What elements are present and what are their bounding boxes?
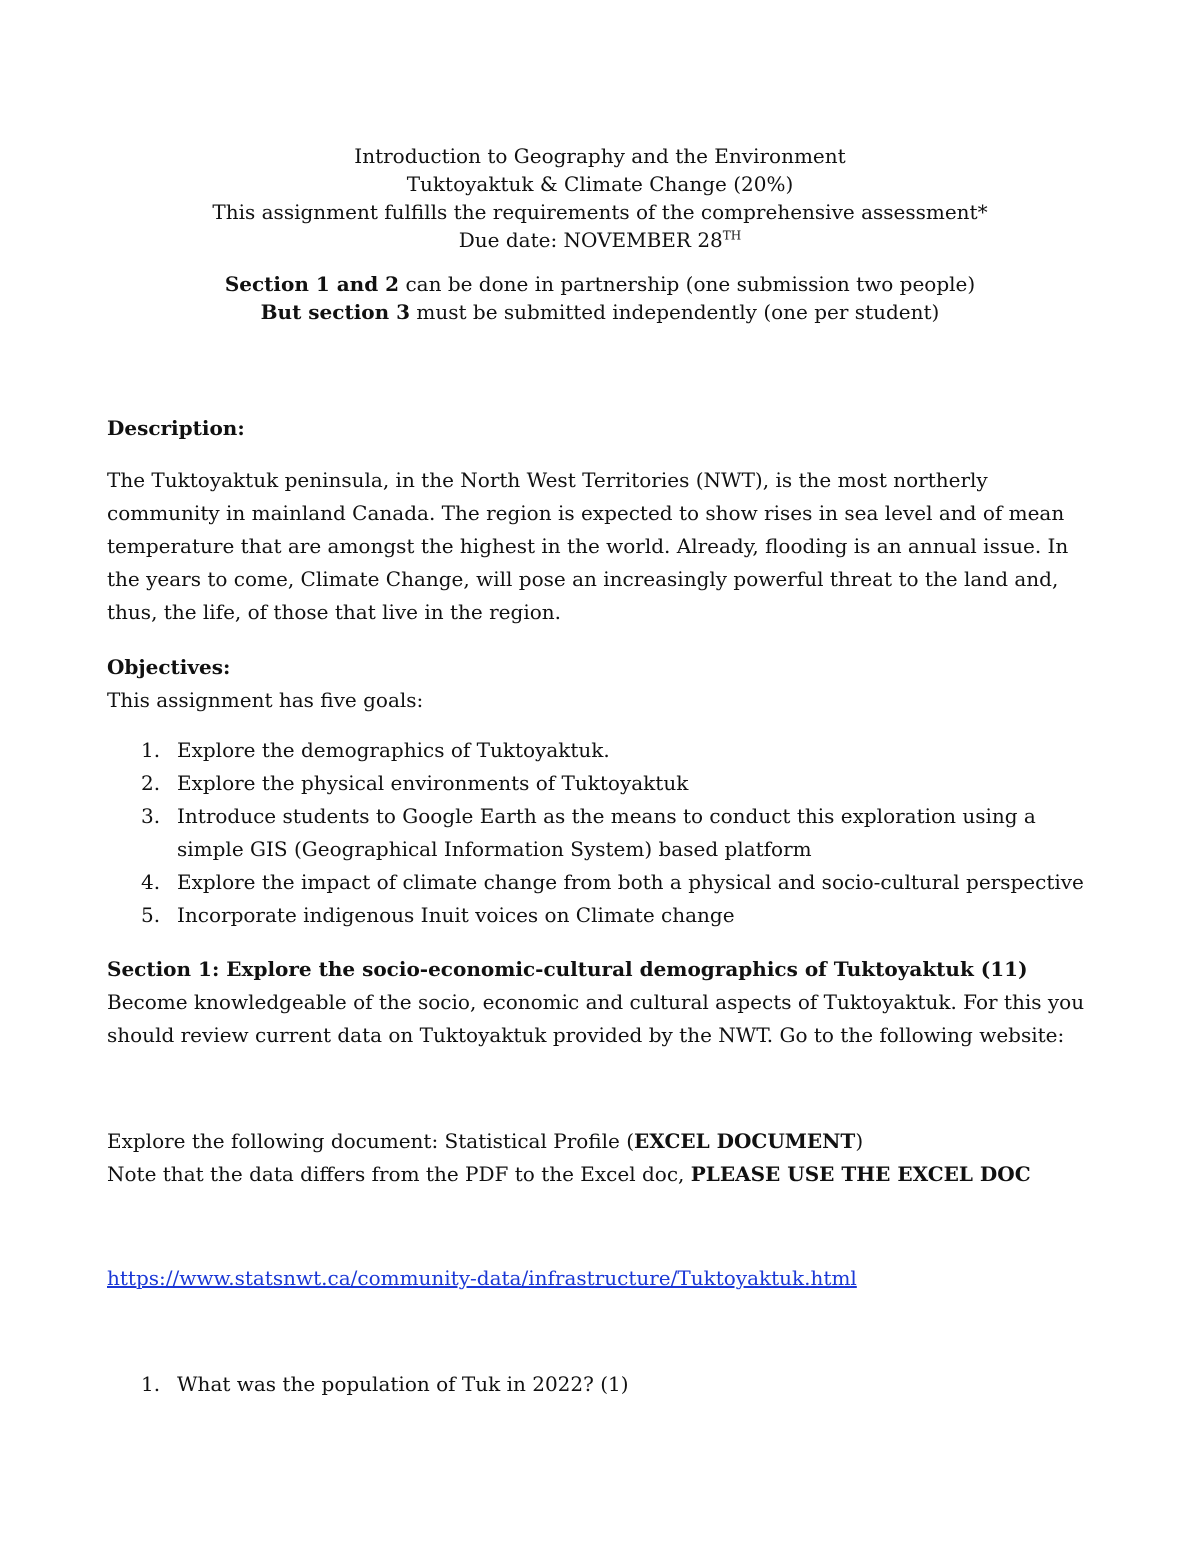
assessment-note: This assignment fulfills the requirements of the comprehensive assessment* — [212, 200, 988, 224]
statsnwt-link-line — [107, 1262, 1097, 1295]
explore-document-line — [107, 1125, 1097, 1158]
list-item — [107, 866, 1107, 899]
course-title: Introduction to Geography and the Environment — [354, 144, 846, 168]
objectives-heading: Objectives: — [107, 655, 231, 679]
independent-rest: must be submitted independently (one per student) — [410, 300, 940, 324]
list-text: Incorporate indigenous Inuit voices on Climate change — [177, 903, 735, 927]
list-text: Introduce students to Google Earth as the means to conduct this exploration using a simple GIS (Geographical Information System) based platform — [177, 804, 1036, 861]
due-date — [0, 226, 1200, 254]
list-item — [107, 1368, 1107, 1401]
list-item — [107, 899, 1107, 932]
statsnwt-link[interactable]: https://www.statsnwt.ca/community-data/infrastructure/Tuktoyaktuk.html — [107, 1266, 857, 1290]
due-date-label: Due date: NOVEMBER 28 — [458, 228, 723, 252]
list-number: 1. — [141, 1372, 161, 1396]
explore-bold: EXCEL DOCUMENT — [634, 1129, 856, 1153]
list-text: Explore the impact of climate change from both a physical and socio-cultural perspective — [177, 870, 1084, 894]
partnership-note — [0, 270, 1200, 298]
description-paragraph: The Tuktoyaktuk peninsula, in the North West Territories (NWT), is the most northerly community in mainland Canada. The region is expected to show rises in sea level and of mean temperature that are amongst the highest in the world. Already, flooding is an annual issue. In the years to come, Climate Change, will pose an increasingly powerful threat to the land and, thus, the life, of those that live in the region. — [107, 468, 1069, 624]
excel-note-line — [107, 1158, 1097, 1191]
list-number: 4. — [141, 870, 161, 894]
independent-note — [0, 298, 1200, 326]
questions-list — [107, 1368, 1107, 1401]
objectives-list — [107, 734, 1107, 932]
list-item — [107, 800, 1107, 866]
list-number: 5. — [141, 903, 161, 927]
list-item — [107, 767, 1107, 800]
description-heading: Description: — [107, 416, 245, 440]
independent-bold: But section 3 — [260, 300, 411, 324]
list-text: Explore the physical environments of Tuktoyaktuk — [177, 771, 689, 795]
list-number: 1. — [141, 738, 161, 762]
partnership-rest: can be done in partnership (one submission two people) — [399, 272, 976, 296]
list-number: 2. — [141, 771, 161, 795]
document-header — [0, 142, 1200, 326]
partnership-bold: Section 1 and 2 — [224, 272, 400, 296]
explore-prefix: Explore the following document: Statistical Profile ( — [107, 1129, 635, 1153]
section1-paragraph: Become knowledgeable of the socio, economic and cultural aspects of Tuktoyaktuk. For this you should review current data on Tuktoyaktuk provided by the NWT. Go to the following website: — [107, 990, 1085, 1047]
assignment-title: Tuktoyaktuk & Climate Change (20%) — [406, 172, 794, 196]
note-prefix: Note that the data differs from the PDF to the Excel doc, — [107, 1162, 691, 1186]
explore-suffix: ) — [855, 1129, 864, 1153]
objectives-intro: This assignment has five goals: — [107, 688, 424, 712]
list-text: Explore the demographics of Tuktoyaktuk. — [177, 738, 610, 762]
due-date-suffix: TH — [722, 228, 742, 243]
list-item — [107, 734, 1107, 767]
note-bold: PLEASE USE THE EXCEL DOC — [690, 1162, 1031, 1186]
list-number: 3. — [141, 804, 161, 828]
list-text: What was the population of Tuk in 2022? (1) — [177, 1372, 629, 1396]
section1-heading: Section 1: Explore the socio-economic-cultural demographics of Tuktoyaktuk (11) — [107, 957, 1028, 981]
